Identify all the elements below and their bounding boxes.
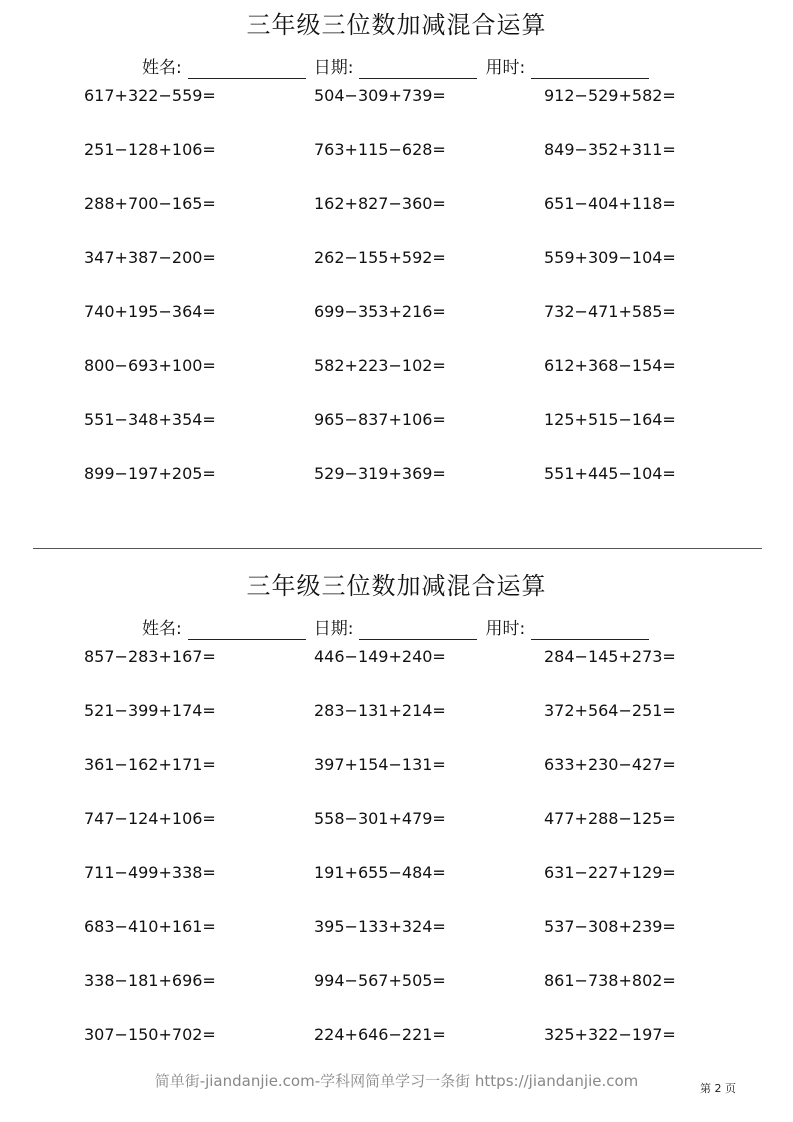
name-label: 姓名: [142,619,182,639]
math-problem: 347+387−200= [84,248,216,267]
time-label: 用时: [485,58,526,78]
math-problem: 800−693+100= [84,356,216,375]
math-problem: 965−837+106= [314,410,446,429]
math-problem: 529−319+369= [314,464,446,483]
math-problem: 631−227+129= [544,863,676,882]
math-problem: 551+445−104= [544,464,676,483]
math-problem: 325+322−197= [544,1025,676,1044]
name-label: 姓名: [142,58,182,78]
footer-watermark: 简单街-jiandanjie.com-学科网简单学习一条街 https://jiandanjie.com [154,1072,639,1090]
math-problem: 338−181+696= [84,971,216,990]
time-blank [531,60,649,79]
math-problem: 747−124+106= [84,809,216,828]
date-label: 日期: [313,619,354,639]
name-blank [188,621,306,640]
math-problem: 504−309+739= [314,86,446,105]
math-problem: 612+368−154= [544,356,676,375]
math-problem: 397+154−131= [314,755,446,774]
math-problem: 537−308+239= [544,917,676,936]
math-problem: 861−738+802= [544,971,676,990]
math-problem: 633+230−427= [544,755,676,774]
math-problem: 651−404+118= [544,194,676,213]
date-blank [359,621,477,640]
student-info-row [142,614,657,640]
math-problem: 857−283+167= [84,647,216,666]
math-problem: 251−128+106= [84,140,216,159]
math-problem: 994−567+505= [314,971,446,990]
time-label: 用时: [485,619,526,639]
math-problem: 372+564−251= [544,701,676,720]
math-problem: 558−301+479= [314,809,446,828]
section-divider [33,548,762,549]
math-problem: 617+322−559= [84,86,216,105]
sheet-title: 三年级三位数加减混合运算 [246,572,547,600]
math-problem: 283−131+214= [314,701,446,720]
math-problem: 699−353+216= [314,302,446,321]
math-problem: 191+655−484= [314,863,446,882]
math-problem: 711−499+338= [84,863,216,882]
math-problem: 849−352+311= [544,140,676,159]
math-problem: 224+646−221= [314,1025,446,1044]
date-label: 日期: [313,58,354,78]
math-problem: 551−348+354= [84,410,216,429]
math-problem: 763+115−628= [314,140,446,159]
math-problem: 125+515−164= [544,410,676,429]
student-info-row [142,53,657,79]
math-problem: 582+223−102= [314,356,446,375]
math-problem: 683−410+161= [84,917,216,936]
time-blank [531,621,649,640]
math-problem: 395−133+324= [314,917,446,936]
math-problem: 284−145+273= [544,647,676,666]
sheet-title: 三年级三位数加减混合运算 [246,11,547,39]
math-problem: 740+195−364= [84,302,216,321]
math-problem: 477+288−125= [544,809,676,828]
math-problem: 288+700−165= [84,194,216,213]
math-problem: 912−529+582= [544,86,676,105]
math-problem: 262−155+592= [314,248,446,267]
page-number: 第 2 页 [700,1082,736,1095]
math-problem: 361−162+171= [84,755,216,774]
math-problem: 521−399+174= [84,701,216,720]
math-problem: 446−149+240= [314,647,446,666]
date-blank [359,60,477,79]
math-problem: 732−471+585= [544,302,676,321]
math-problem: 559+309−104= [544,248,676,267]
math-problem: 307−150+702= [84,1025,216,1044]
math-problem: 162+827−360= [314,194,446,213]
math-problem: 899−197+205= [84,464,216,483]
name-blank [188,60,306,79]
